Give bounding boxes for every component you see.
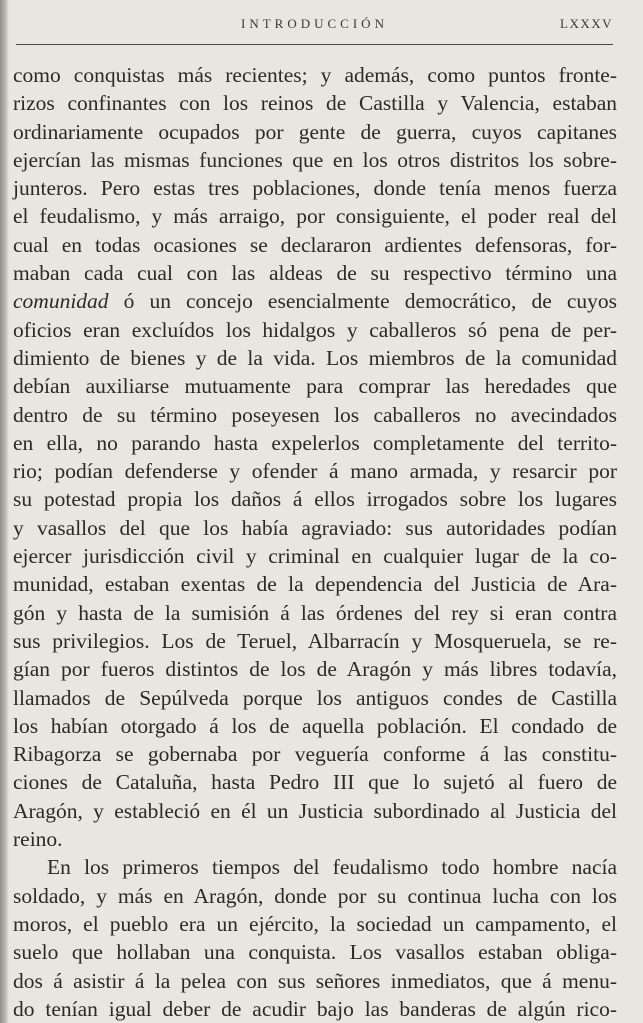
text-line: ejercer jurisdicción civil y criminal en cualquier lugar de la co- bbox=[13, 544, 617, 569]
text-line: cual en todas ocasiones se declararon ardientes defensoras, for- bbox=[13, 232, 617, 257]
header-rule bbox=[16, 44, 613, 45]
text-line: dimiento de bienes y de la vida. Los miembros de la comunidad bbox=[13, 345, 617, 370]
text-line: ejercían las mismas funciones que en los otros distritos los sobre- bbox=[13, 147, 617, 172]
text-line: gían por fueros distintos de los de Aragón y más libres todavía, bbox=[13, 657, 617, 682]
text-line: los habían otorgado á los de aquella población. El condado de bbox=[13, 713, 617, 738]
running-title: INTRODUCCIÓN bbox=[241, 16, 388, 31]
text-line: Ribagorza se gobernaba por veguería conforme á las constitu- bbox=[13, 742, 617, 767]
text-line: debían auxiliarse mutuamente para comprar las heredades que bbox=[13, 374, 617, 399]
text-line: llamados de Sepúlveda porque los antiguos condes de Castilla bbox=[13, 685, 617, 710]
text-line: En los primeros tiempos del feudalismo todo hombre nacía bbox=[47, 855, 617, 880]
text-line: junteros. Pero estas tres poblaciones, donde tenía menos fuerza bbox=[13, 176, 617, 201]
text-line: ciones de Cataluña, hasta Pedro III que lo sujetó al fuero de bbox=[13, 770, 617, 795]
paragraph-2 bbox=[13, 853, 617, 1023]
text-line: munidad, estaban exentas de la dependencia del Justicia de Ara- bbox=[13, 572, 617, 597]
text-line: moros, el pueblo era un ejército, la sociedad un campamento, el bbox=[13, 911, 617, 936]
italic-term: comunidad bbox=[13, 289, 109, 314]
text-line bbox=[13, 287, 617, 315]
text-line: sus privilegios. Los de Teruel, Albarracín y Mosqueruela, se re- bbox=[13, 628, 617, 653]
text-line: reino. bbox=[13, 827, 63, 852]
page-header bbox=[16, 14, 613, 40]
text-line: su potestad propia los daños á ellos irrogados sobre los lugares bbox=[13, 487, 617, 512]
text-line: soldado, y más en Aragón, donde por su continua lucha con los bbox=[13, 883, 617, 908]
text-line: en ella, no parando hasta expelerlos completamente del territo- bbox=[13, 430, 617, 455]
text-line: ordinariamente ocupados por gente de guerra, cuyos capitanes bbox=[13, 119, 617, 144]
text-line: gón y hasta de la sumisión á las órdenes del rey si eran contra bbox=[13, 600, 617, 625]
text-line: oficios eran excluídos los hidalgos y caballeros só pena de per- bbox=[13, 317, 617, 342]
page-number: LXXXV bbox=[560, 16, 613, 31]
text-line: do tenían igual deber de acudir bajo las banderas de algún rico- bbox=[13, 996, 617, 1021]
text-line: y vasallos del que los había agraviado: sus autoridades podían bbox=[13, 515, 617, 540]
text-line: como conquistas más recientes; y además, como puntos fronte- bbox=[13, 63, 617, 87]
text-line: maban cada cual con las aldeas de su respectivo término una bbox=[13, 261, 617, 286]
text-line: dos á asistir á la pelea con sus señores inmediatos, que á menu- bbox=[13, 968, 617, 993]
text-line: el feudalismo, y más arraigo, por consiguiente, el poder real del bbox=[13, 204, 617, 229]
page-binding-shadow bbox=[0, 0, 9, 1023]
text-line-rest: ó un concejo esencialmente democrático, de cuyos bbox=[108, 289, 617, 314]
paragraph-1 bbox=[13, 61, 617, 853]
text-line: rizos confinantes con los reinos de Castilla y Valencia, estaban bbox=[13, 91, 617, 116]
text-line: rio; podían defenderse y ofender á mano armada, y resarcir por bbox=[13, 459, 617, 484]
body-text bbox=[13, 61, 617, 1023]
text-line: Aragón, y estableció en él un Justicia subordinado al Justicia del bbox=[13, 798, 617, 823]
text-line: dentro de su término poseyesen los caballeros no avecindados bbox=[13, 402, 617, 427]
text-line: suelo que hollaban una conquista. Los vasallos estaban obliga- bbox=[13, 940, 617, 965]
